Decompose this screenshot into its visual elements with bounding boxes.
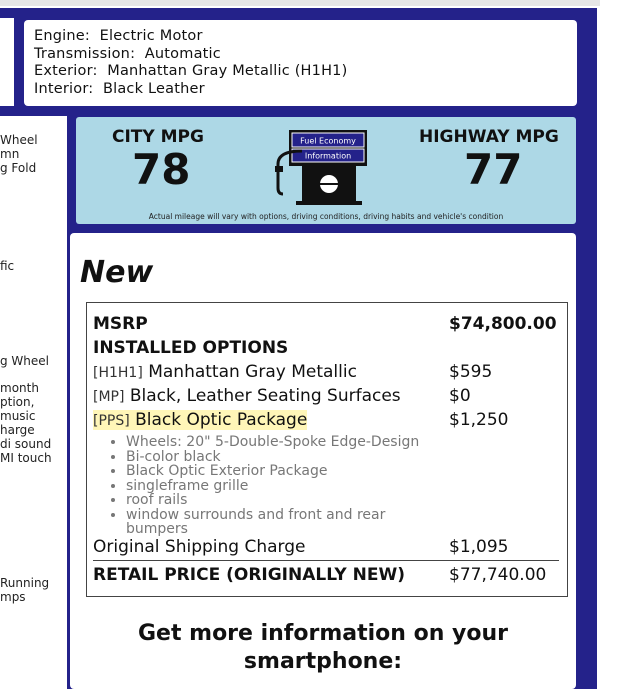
smartphone-prompt: Get more information on your smartphone:	[137, 621, 509, 674]
highway-mpg-value: 77	[464, 145, 523, 194]
left-feature-text: ption,	[0, 395, 35, 409]
highway-mpg-label: HIGHWAY MPG	[419, 127, 559, 147]
transmission-label: Transmission:	[34, 45, 136, 62]
left-feature-text: MI touch	[0, 451, 52, 465]
retail-price-value: $77,740.00	[449, 565, 547, 585]
left-feature-text: music	[0, 409, 36, 423]
exterior-row	[34, 63, 567, 81]
transmission-value: Automatic	[144, 45, 221, 62]
package-item: • Black Optic Exterior Package	[126, 464, 438, 479]
option-row	[93, 362, 357, 382]
mileage-disclaimer: Actual mileage will vary with options, driving conditions, driving habits and vehicle's condition	[148, 212, 504, 221]
retail-price-label: RETAIL PRICE (ORIGINALLY NEW)	[93, 565, 406, 585]
option-name: Black Optic Package	[135, 410, 308, 430]
left-feature-text: mps	[0, 590, 26, 604]
interior-value: Black Leather	[102, 80, 205, 97]
condition-title: New	[80, 255, 154, 290]
option-row-highlighted	[93, 410, 307, 430]
option-price: $0	[449, 386, 471, 406]
package-item: • Wheels: 20" 5-Double-Spoke Edge-Design	[126, 435, 438, 450]
engine-label: Engine:	[34, 28, 90, 44]
package-item: • window surrounds and front and rear bumpers	[126, 508, 438, 537]
transmission-row	[34, 46, 567, 64]
msrp-label: MSRP	[93, 314, 148, 334]
fuel-pump-icon	[272, 124, 382, 206]
left-feature-text: g Wheel	[0, 354, 50, 368]
fuel-logo-line2: Information	[304, 151, 352, 161]
option-code: [PPS]	[93, 413, 130, 429]
left-feature-text: month	[0, 381, 39, 395]
option-name: Black, Leather Seating Surfaces	[129, 386, 401, 406]
left-feature-text: harge	[0, 423, 35, 437]
left-feature-text: Running	[0, 576, 50, 590]
left-feature-text: di sound	[0, 437, 52, 451]
option-price: $1,250	[449, 410, 509, 430]
package-item: • roof rails	[126, 493, 438, 508]
left-feature-text: mn	[0, 147, 20, 161]
engine-value: Electric Motor	[99, 28, 203, 44]
shipping-charge-value: $1,095	[449, 537, 509, 557]
engine-row	[34, 28, 567, 46]
option-code: [MP]	[93, 389, 125, 405]
top-strip	[0, 0, 600, 6]
option-row	[93, 386, 401, 406]
price-breakdown-box	[86, 302, 568, 597]
left-feature-text: g Fold	[0, 161, 37, 175]
package-item: • singleframe grille	[126, 479, 438, 494]
interior-label: Interior:	[34, 80, 94, 97]
pricing-panel	[70, 233, 576, 689]
city-mpg-label: CITY MPG	[112, 127, 204, 147]
left-features-column	[0, 116, 67, 689]
city-mpg-value: 78	[132, 145, 191, 194]
msrp-value: $74,800.00	[449, 314, 557, 334]
fuel-logo-line1: Fuel Economy	[300, 136, 356, 146]
exterior-value: Manhattan Gray Metallic (H1H1)	[107, 63, 348, 79]
package-item: • Bi-color black	[126, 450, 438, 465]
left-feature-text: fic	[0, 259, 15, 273]
option-code: [H1H1]	[93, 365, 143, 381]
package-contents-list	[108, 435, 438, 537]
total-divider	[93, 560, 559, 561]
shipping-charge-label: Original Shipping Charge	[93, 537, 306, 557]
left-feature-text: Wheel	[0, 133, 38, 147]
option-price: $595	[449, 362, 493, 382]
left-spec-panel	[0, 18, 14, 106]
interior-row	[34, 81, 567, 99]
option-name: Manhattan Gray Metallic	[148, 362, 357, 382]
installed-options-heading: INSTALLED OPTIONS	[93, 338, 289, 358]
fuel-economy-panel	[76, 117, 576, 224]
vehicle-specs-panel	[24, 20, 577, 106]
exterior-label: Exterior:	[34, 63, 98, 79]
